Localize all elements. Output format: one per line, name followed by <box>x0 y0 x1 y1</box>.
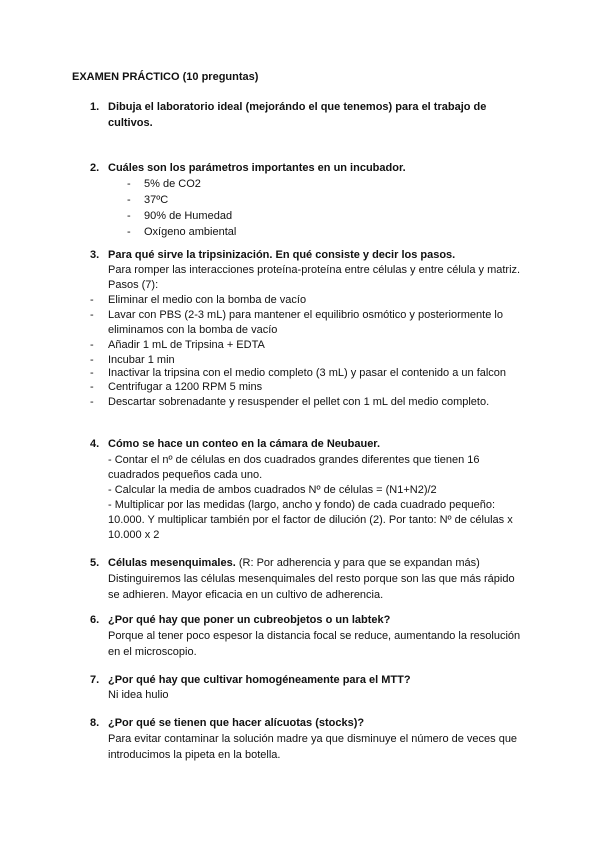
answer-text: - Multiplicar por las medidas (largo, ancho y fondo) de cada cuadrado pequeño: <box>108 499 496 511</box>
answer-text: Pasos (7): <box>108 279 159 291</box>
bullet-dash: - <box>90 396 94 408</box>
question-text: ¿Por qué se tienen que hacer alícuotas (stocks)? <box>108 717 365 729</box>
exam-title: EXAMEN PRÁCTICO (10 preguntas) <box>72 71 259 83</box>
answer-text: Para evitar contaminar la solución madre ya que disminuye el número de veces que <box>108 733 518 745</box>
answer-text: Para romper las interacciones proteína-proteína entre células y entre célula y matriz. <box>108 264 521 276</box>
question-note: (R: Por adherencia y para que se expandan más) <box>238 557 480 569</box>
question-line <box>108 556 480 570</box>
answer-text: - Contar el nº de células en dos cuadrados grandes diferentes que tienen 16 <box>108 454 480 466</box>
question-number: 5. <box>90 557 100 569</box>
question-text: ¿Por qué hay que cultivar homogéneamente para el MTT? <box>108 674 411 686</box>
bullet-dash: - <box>127 210 131 222</box>
step-item: Descartar sobrenadante y resuspender el pellet con 1 mL del medio completo. <box>108 396 490 408</box>
bullet-dash: - <box>127 194 131 206</box>
answer-text: cuadrados pequeños cada uno. <box>108 469 263 481</box>
question-number: 8. <box>90 717 100 729</box>
bullet-dash: - <box>90 367 94 379</box>
question-text: ¿Por qué hay que poner un cubreobjetos o un labtek? <box>108 614 391 626</box>
bullet-dash: - <box>127 178 131 190</box>
bullet-dash: - <box>127 226 131 238</box>
bullet-dash: - <box>90 294 94 306</box>
question-number: 4. <box>90 438 100 450</box>
bullet-dash: - <box>90 339 94 351</box>
bullet-dash: - <box>90 354 94 366</box>
list-item: 37ºC <box>144 194 169 206</box>
question-number: 7. <box>90 674 100 686</box>
step-item: Centrifugar a 1200 RPM 5 mins <box>108 381 263 393</box>
step-item-continued: eliminamos con la bomba de vacío <box>108 324 278 336</box>
step-item: Eliminar el medio con la bomba de vacío <box>108 294 307 306</box>
bullet-dash: - <box>90 381 94 393</box>
answer-text: Porque al tener poco espesor la distancia focal se reduce, aumentando la resolución <box>108 630 521 642</box>
question-number: 1. <box>90 101 100 113</box>
step-item: Inactivar la tripsina con el medio completo (3 mL) y pasar el contenido a un falcon <box>108 367 507 379</box>
answer-text: Ni idea hulio <box>108 689 169 701</box>
list-item: 90% de Humedad <box>144 210 233 222</box>
question-text: Células mesenquimales. <box>108 557 236 569</box>
question-number: 2. <box>90 162 100 174</box>
bullet-dash: - <box>90 309 94 321</box>
step-item: Añadir 1 mL de Tripsina + EDTA <box>108 339 265 351</box>
answer-text: se adhieren. Mayor eficacia en un cultivo de adherencia. <box>108 589 384 601</box>
question-text: cultivos. <box>108 117 153 129</box>
question-number: 3. <box>90 249 100 261</box>
answer-text: 10.000. Y multiplicar también por el factor de dilución (2). Por tanto: Nº de células x <box>108 514 513 526</box>
answer-text: - Calcular la media de ambos cuadrados Nº de células = (N1+N2)/2 <box>108 484 437 496</box>
answer-text: en el microscopio. <box>108 646 197 658</box>
list-item: Oxígeno ambiental <box>144 226 237 238</box>
answer-text: 10.000 x 2 <box>108 529 160 541</box>
question-text: Cómo se hace un conteo en la cámara de Neubauer. <box>108 438 381 450</box>
question-text: Para qué sirve la tripsinización. En qué consiste y decir los pasos. <box>108 249 456 261</box>
list-item: 5% de CO2 <box>144 178 201 190</box>
answer-text: introducimos la pipeta en la botella. <box>108 749 281 761</box>
answer-text: Distinguiremos las células mesenquimales del resto porque son las que más rápido <box>108 573 515 585</box>
question-text: Cuáles son los parámetros importantes en un incubador. <box>108 162 406 174</box>
question-number: 6. <box>90 614 100 626</box>
question-text: Dibuja el laboratorio ideal (mejorándo el que tenemos) para el trabajo de <box>108 101 487 113</box>
step-item: Incubar 1 min <box>108 354 175 366</box>
step-item: Lavar con PBS (2-3 mL) para mantener el equilibrio osmótico y posteriormente lo <box>108 309 503 321</box>
